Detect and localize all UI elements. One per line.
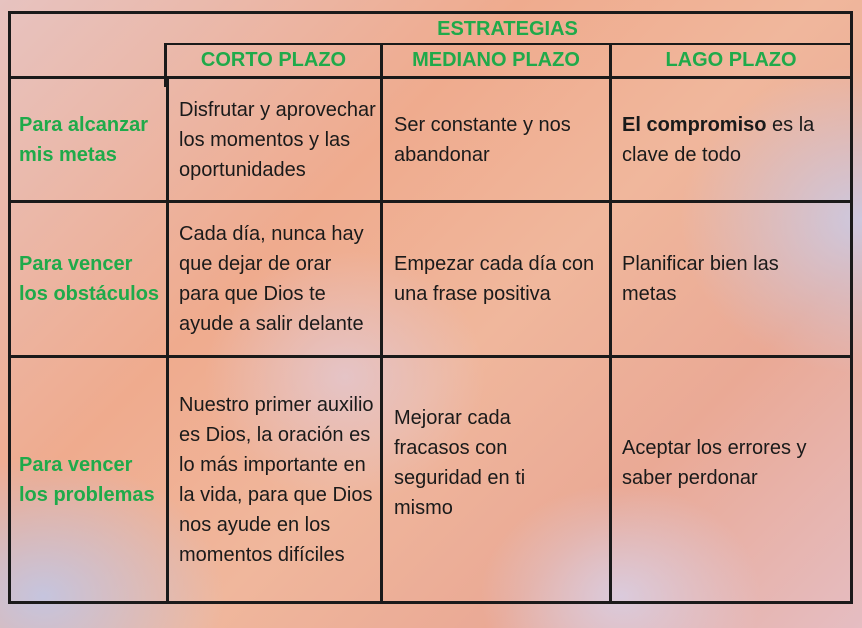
table-title: ESTRATEGIAS (437, 17, 578, 40)
table-border-left (8, 11, 11, 604)
table-border-right (850, 11, 853, 604)
table-border-bottom (8, 601, 853, 604)
col-divider-3 (609, 43, 612, 604)
cell-obstaculos-corto: Cada día, nunca hay que dejar de orar para que Dios te ayude a salir delante (179, 223, 364, 335)
cell-metas-largo: El compromiso es la clave de todo (622, 113, 815, 166)
row-label-problemas: Para vencer los problemas (19, 453, 155, 506)
emphasis-text: El compromiso (622, 113, 767, 136)
column-header-corto: CORTO PLAZO (200, 49, 347, 71)
row-label-obstaculos: Para vencer los obstáculos (19, 253, 160, 305)
cell-metas-corto: Disfrutar y aprovechar los momentos y las oportunidades (179, 98, 376, 181)
cell-obstaculos-largo: Planificar bien las metas (622, 253, 779, 305)
cell-problemas-mediano: Mejorar cada fracasos con seguridad en ti mismo (394, 407, 526, 519)
column-header-largo: LAGO PLAZO (665, 49, 797, 71)
column-header-mediano: MEDIANO PLAZO (412, 49, 580, 71)
cell-metas-mediano: Ser constante y nos abandonar (394, 113, 571, 166)
col-divider-1-body (166, 76, 169, 604)
cell-obstaculos-mediano: Empezar cada día con una frase positiva (394, 253, 595, 305)
cell-problemas-corto: Nuestro primer auxilio es Dios, la oración es lo más importante en la vida, para que Dios nos ayude en los momentos difíciles (179, 393, 374, 566)
cell-problemas-largo: Aceptar los errores y saber perdonar (622, 437, 807, 489)
row-label-metas: Para alcanzar mis metas (19, 113, 148, 166)
col-divider-2 (380, 43, 383, 604)
